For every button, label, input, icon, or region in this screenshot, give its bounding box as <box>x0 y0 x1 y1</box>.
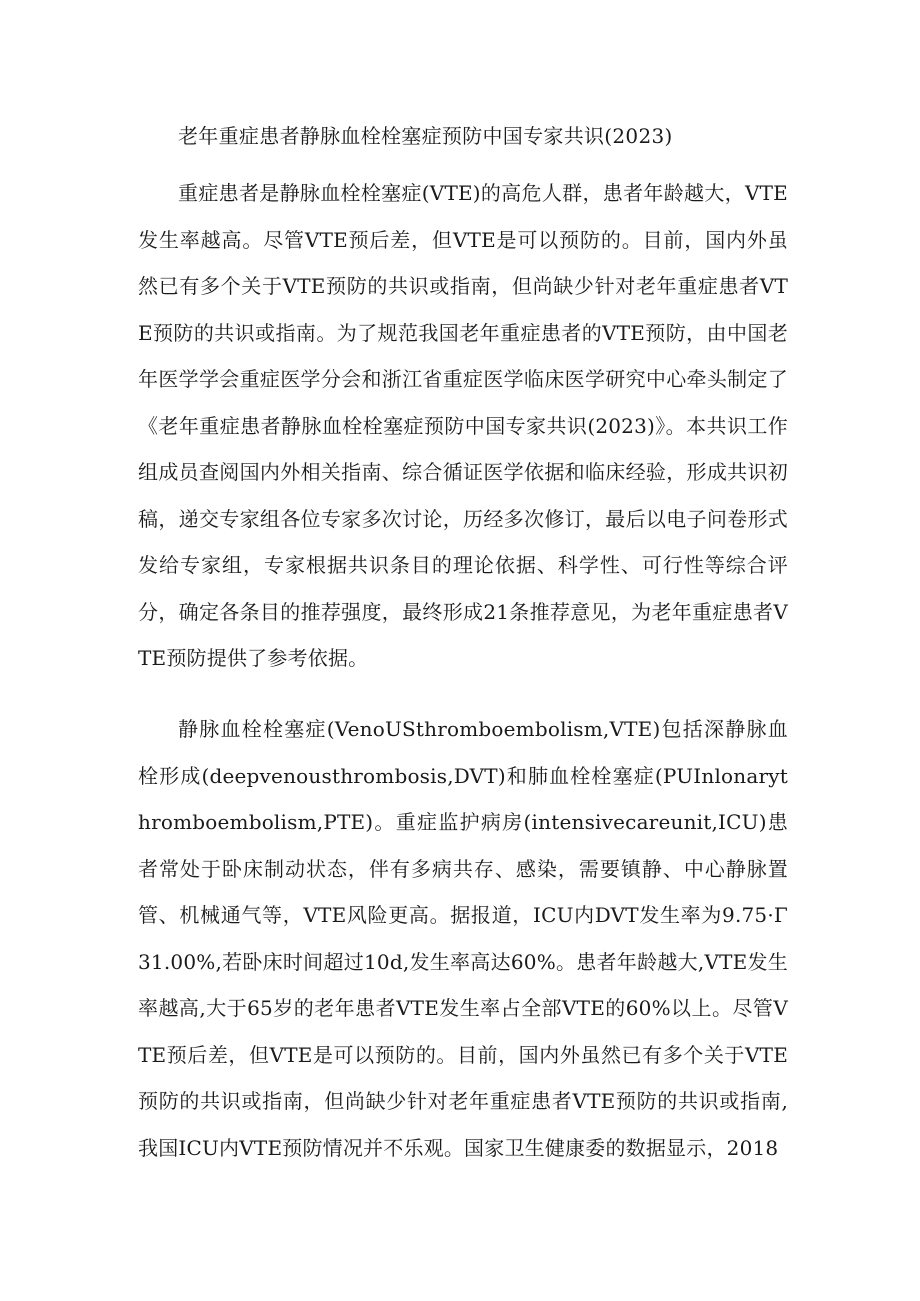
paragraph-background: 静脉血栓栓塞症(VenoUSthromboembolism,VTE)包括深静脉血栓形成(deepvenousthrombosis,DVT)和肺血栓栓塞症(PUInlonarythromboembolism,PTE)。重症监护病房(intensivecareunit,ICU)患者常处于卧床制动状态，伴有多病共存、感染，需要镇静、中心静脉置管、机械通气等，VTE风险更高。据报道，ICU内DVT发生率为9.75·Γ31.00%,若卧床时间超过10d,发生率高达60%。患者年龄越大,VTE发生率越高,大于65岁的老年患者VTE发生率占全部VTE的60%以上。尽管VTE预后差，但VTE是可以预防的。目前，国内外虽然已有多个关于VTE预防的共识或指南，但尚缺少针对老年重症患者VTE预防的共识或指南,我国ICU内VTE预防情况并不乐观。国家卫生健康委的数据显示，2018 <box>138 717 788 1160</box>
paragraph-intro: 重症患者是静脉血栓栓塞症(VTE)的高危人群，患者年龄越大，VTE发生率越高。尽管VTE预后差，但VTE是可以预防的。目前，国内外虽然已有多个关于VTE预防的共识或指南，但尚缺少针对老年重症患者VTE预防的共识或指南。为了规范我国老年重症患者的VTE预防，由中国老年医学学会重症医学分会和浙江省重症医学临床医学研究中心牵头制定了《老年重症患者静脉血栓栓塞症预防中国专家共识(2023)》。本共识工作组成员查阅国内外相关指南、综合循证医学依据和临床经验，形成共识初稿，递交专家组各位专家多次讨论，历经多次修订，最后以电子问卷形式发给专家组，专家根据共识条目的理论依据、科学性、可行性等综合评分，确定各条目的推荐强度，最终形成21条推荐意见，为老年重症患者VTE预防提供了参考依据。 <box>138 181 788 670</box>
document-title: 老年重症患者静脉血栓栓塞症预防中国专家共识(2023) <box>178 124 673 148</box>
